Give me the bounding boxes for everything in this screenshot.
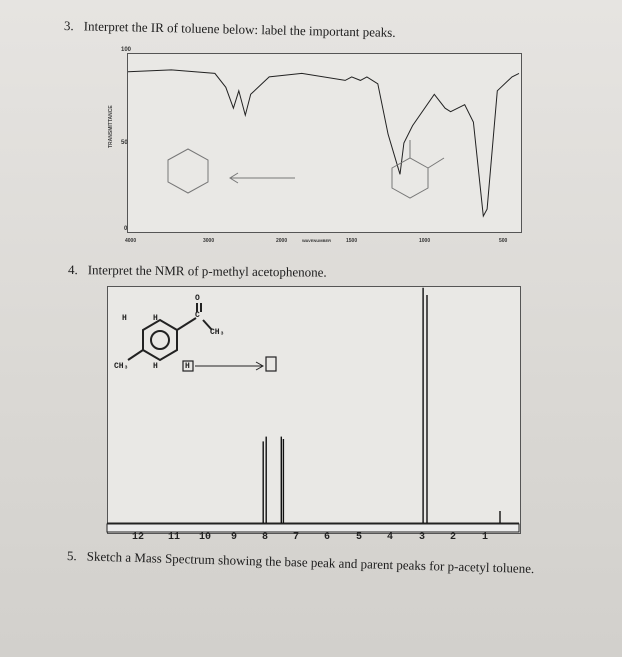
pointer-target-box: [266, 357, 276, 371]
ir-y-top-label: 100: [121, 47, 132, 53]
carbonyl-oxygen-label: O: [195, 294, 200, 303]
nmr-baseline-ruler: [107, 523, 519, 532]
acetyl-methyl-label: CH₃: [210, 328, 225, 337]
question-5-number: 5.: [66, 548, 77, 564]
benzene-ring-circle: [151, 331, 169, 349]
ir-x-axis-label: WAVENUMBER: [302, 238, 332, 243]
question-4-text: Interpret the NMR of p-methyl acetophenone.: [87, 262, 327, 280]
ir-decorations: [168, 140, 444, 198]
ring-hydrogen-label: H: [122, 314, 127, 323]
benzene-ring: [143, 320, 177, 360]
nmr-x-tick: 7: [293, 532, 300, 543]
carbonyl-carbon-label: C: [195, 311, 200, 320]
ir-x-tick: 2000: [276, 238, 288, 244]
nmr-x-tick: 2: [450, 532, 457, 543]
toluene-ring-left: [168, 149, 208, 193]
nmr-x-tick: 4: [387, 532, 394, 543]
ring-methyl-label: CH₃: [114, 362, 129, 371]
nmr-x-tick: 10: [199, 532, 212, 543]
ring-acetyl-bond: [177, 318, 196, 330]
acetyl-methyl-bond: [203, 320, 212, 330]
ir-x-tick: 1500: [346, 238, 358, 244]
nmr-x-tick: 12: [132, 532, 145, 543]
ir-y-axis-label: TRANSMITTANCE: [108, 105, 114, 148]
ring-right-methyl-bond: [428, 158, 444, 168]
ir-x-tick: 1000: [419, 238, 431, 244]
hydrogen-box: [183, 361, 193, 371]
nmr-spectrum: [263, 288, 500, 523]
nmr-x-tick: 9: [231, 532, 238, 543]
ir-x-tick: 3000: [203, 238, 215, 244]
ring-hydrogen-label: H: [153, 362, 158, 371]
ir-y-bottom-label: 0: [124, 226, 128, 232]
question-5-text: Sketch a Mass Spectrum showing the base peak and parent peaks for p-acetyl toluene.: [86, 548, 535, 577]
ring-hydrogen-label: H: [153, 314, 158, 323]
boxed-hydrogen-label: H: [185, 362, 190, 371]
ir-y-mid-label: 50: [121, 140, 128, 146]
question-3-number: 3.: [63, 18, 74, 34]
ir-x-tick: 4000: [125, 238, 137, 244]
question-4-number: 4.: [67, 262, 78, 278]
ir-x-tick: 500: [499, 238, 508, 244]
nmr-x-tick: 3: [419, 532, 426, 543]
ir-trace-line: [128, 70, 519, 216]
nmr-x-tick: 1: [482, 532, 489, 543]
nmr-x-tick: 11: [168, 532, 181, 543]
ring-methyl-bond: [128, 350, 143, 360]
nmr-x-tick: 8: [262, 532, 269, 543]
molecule-structure: [128, 303, 276, 371]
nmr-ruler-bar: [107, 524, 519, 532]
question-3-text: Interpret the IR of toluene below: label the important peaks.: [83, 18, 396, 40]
nmr-x-tick: 6: [324, 532, 331, 543]
nmr-x-tick: 5: [356, 532, 363, 543]
ir-spectrum: [128, 70, 519, 216]
